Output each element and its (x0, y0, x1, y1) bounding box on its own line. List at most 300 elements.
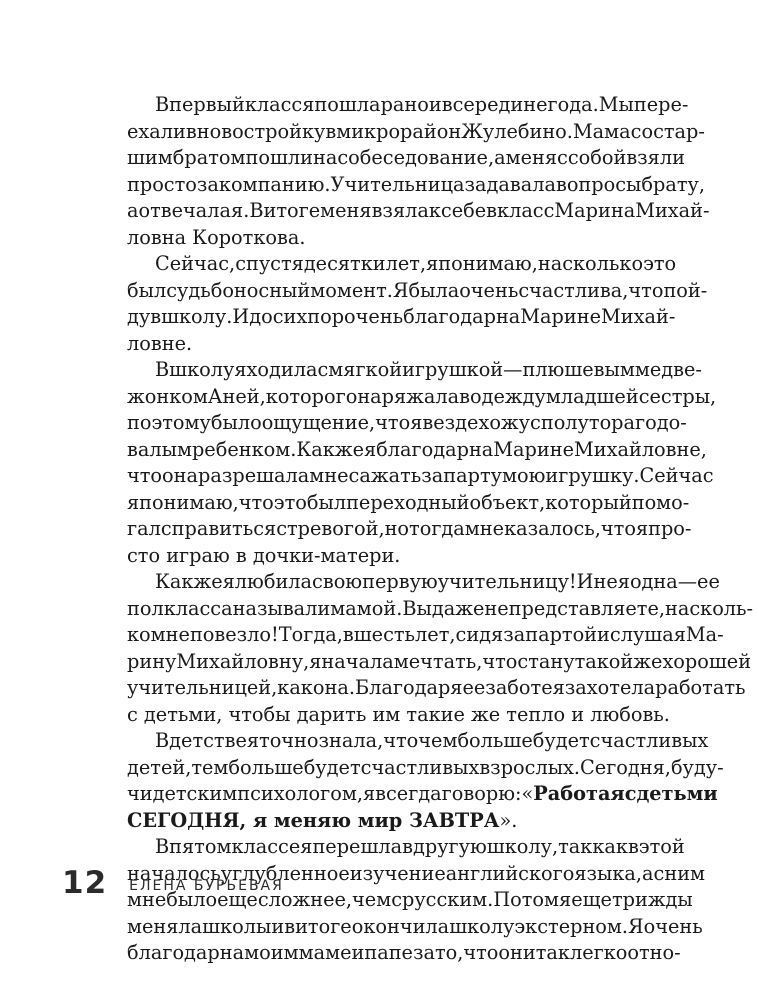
word: плюшевым (522, 358, 635, 381)
word: учительницей, (127, 676, 278, 699)
word: меняла (127, 914, 203, 938)
word: я (364, 437, 377, 461)
word: на (313, 146, 338, 169)
word: чем (352, 888, 392, 911)
word: за (412, 941, 435, 964)
word: собой (567, 146, 627, 169)
word: детским (152, 782, 238, 805)
word: новостройку (196, 119, 326, 143)
word: — (503, 358, 523, 381)
word: с (317, 358, 329, 381)
word: парту (443, 464, 502, 487)
word: итоге (295, 914, 352, 938)
word: ним (664, 861, 706, 885)
word: другую (413, 835, 487, 858)
word: в (342, 623, 354, 646)
word: такой (574, 649, 634, 673)
word: В (155, 729, 170, 752)
word: очень (643, 914, 703, 938)
word: в (150, 305, 162, 328)
word: Учительница (330, 172, 465, 196)
word: не (484, 596, 509, 620)
text-line (127, 834, 685, 861)
word: за (421, 464, 444, 487)
word: стар- (653, 119, 705, 143)
word: будет (303, 755, 361, 779)
word: заботе (485, 676, 553, 699)
word: рину (127, 649, 177, 673)
word: И (232, 305, 250, 328)
word: маме (298, 941, 352, 964)
word: трижды (611, 888, 693, 911)
word: сестры, (638, 384, 717, 408)
word: отно- (627, 941, 681, 964)
word: гал (127, 517, 161, 540)
word: за (196, 172, 219, 196)
word: пятом (169, 835, 232, 858)
text-line (127, 251, 677, 278)
text-line (127, 940, 681, 967)
text-line (127, 914, 703, 941)
word: чи (127, 782, 153, 805)
author-name: ЕЛЕНА БУРЬЕВАЯ (129, 878, 284, 894)
text-line (127, 278, 708, 305)
paragraph (127, 834, 706, 967)
word: поэтому (127, 411, 211, 434)
word: в (459, 384, 471, 408)
word: компанию. (218, 172, 331, 196)
word: я (302, 93, 315, 116)
word: сажать (348, 464, 422, 487)
word: одна (629, 570, 678, 593)
word: было (166, 888, 218, 911)
word: начала (321, 649, 394, 673)
word: больше (228, 755, 304, 779)
word: за (503, 623, 526, 646)
word: переходный (346, 490, 470, 514)
word: я (426, 252, 439, 275)
word: со (630, 119, 654, 143)
word: я (127, 490, 140, 514)
word: мне (150, 623, 190, 646)
word: Я (392, 278, 409, 302)
word: братом (172, 146, 246, 169)
text-line (127, 145, 685, 172)
word: счастлива, (518, 278, 629, 302)
word: насколько (537, 252, 644, 275)
word: языка, (574, 861, 643, 885)
word: пере- (633, 93, 689, 116)
text-line (127, 649, 752, 676)
word: Мы (598, 93, 634, 116)
word: первый (169, 93, 245, 116)
word: еще (571, 888, 612, 911)
word: полуторагодо- (540, 411, 687, 434)
word: Марина (554, 199, 636, 222)
text-line (127, 172, 705, 199)
word: сидя (455, 623, 504, 646)
word: что (463, 941, 499, 964)
word: лет, (385, 252, 427, 275)
word: Жулебино. (461, 119, 573, 143)
word: Благодаря (354, 676, 463, 699)
word: счастливых (589, 729, 709, 752)
word: всегда (375, 782, 442, 805)
word: судьбоносный (166, 278, 311, 302)
word: еще (217, 888, 258, 911)
word: который (545, 490, 632, 514)
word: школу. (161, 305, 233, 328)
word: будет (532, 729, 590, 752)
word: я (222, 570, 235, 593)
word: момент. (310, 278, 393, 302)
word: понимаю, (438, 252, 538, 275)
word: валым (127, 437, 192, 461)
word: повезло! (189, 623, 279, 646)
word: с (391, 888, 402, 911)
text-line (127, 119, 705, 146)
word: этой (638, 835, 685, 858)
word: мамой. (330, 596, 403, 620)
text-line (127, 490, 690, 517)
text-line (127, 781, 718, 808)
word: углубленное (220, 861, 350, 885)
word: представляете, (508, 596, 665, 620)
word: отвечала (138, 199, 232, 222)
word: про- (648, 517, 692, 540)
word: экстерном. (514, 914, 629, 938)
word: же (193, 570, 223, 593)
word: ее (462, 676, 486, 699)
word: понимаю, (139, 490, 239, 514)
word: Сейчас (639, 464, 714, 487)
word: больше (457, 729, 533, 752)
word: даже (431, 596, 485, 620)
word: мечтать, (393, 649, 483, 673)
paragraph (127, 728, 724, 834)
motto-word: детьми (636, 782, 718, 805)
word: как (592, 835, 628, 858)
word: насколь- (665, 596, 754, 620)
word: я (234, 358, 247, 381)
word: был (306, 490, 347, 514)
word: В (155, 93, 170, 116)
word: хожу (478, 411, 531, 434)
word: я (635, 517, 649, 540)
word: школу (169, 358, 235, 381)
word: младшей (545, 384, 639, 408)
word: Михайловну, (176, 649, 310, 673)
word: одежду (470, 384, 546, 408)
word: — (677, 570, 698, 593)
word: детстве (169, 729, 247, 752)
word: было (210, 411, 262, 434)
word: с (557, 146, 568, 169)
word: Сейчас, (155, 252, 236, 275)
word: благодарна (127, 941, 245, 964)
word: медве- (634, 358, 702, 381)
word: но (384, 517, 410, 540)
word: был (127, 278, 167, 302)
word: игрушкой (402, 358, 504, 381)
word: партой (525, 623, 598, 646)
word: я (559, 888, 572, 911)
word: что (383, 729, 419, 752)
word: точно (259, 729, 319, 752)
text-line (127, 410, 687, 437)
word: Михайловне, (574, 437, 707, 461)
word: Я (628, 914, 644, 938)
word: в (627, 835, 639, 858)
word: шесть (353, 623, 416, 646)
text-line (127, 357, 702, 384)
word: слушая (609, 623, 686, 646)
word: В (155, 358, 170, 381)
word: что (628, 278, 664, 302)
word: легко (569, 941, 628, 964)
word: я (309, 649, 322, 673)
word: Марине (520, 305, 601, 328)
word: Аней, (207, 384, 266, 408)
word: благодарна (376, 437, 494, 461)
word: взяла (371, 199, 429, 222)
word: как (277, 676, 313, 699)
word: называли (232, 596, 331, 620)
word: пошла (314, 93, 381, 116)
page-number: 12 (62, 865, 108, 901)
word: я (410, 411, 423, 434)
word: перешла (312, 835, 403, 858)
word: мне (309, 464, 349, 487)
word: школу, (486, 835, 559, 858)
text-line (127, 728, 709, 755)
word: и (428, 93, 442, 116)
text-line (127, 516, 692, 543)
text-line (127, 463, 714, 490)
word: моим (244, 941, 299, 964)
paragraph (127, 92, 710, 251)
word: школы (202, 914, 272, 938)
word: изучение (349, 861, 446, 885)
word: Как (296, 437, 335, 461)
text-line (127, 622, 724, 649)
word: так (535, 941, 570, 964)
word: чем (418, 729, 458, 752)
text-line (127, 675, 746, 702)
word: спустя (235, 252, 304, 275)
word: я (246, 729, 260, 752)
word: же (334, 437, 364, 461)
text-line (127, 755, 724, 782)
word: В (155, 835, 170, 858)
word: Потом (493, 888, 560, 911)
text-line: с детьми, чтобы дарить им такие же тепло и любовь. (127, 702, 670, 726)
word: класс (244, 93, 303, 116)
word: любила (234, 570, 313, 593)
word: тревогой, (287, 517, 385, 540)
word: счастливых (360, 755, 480, 779)
word: помо- (631, 490, 690, 514)
word: не (593, 570, 618, 593)
word: пой- (663, 278, 708, 302)
word: хорошей (662, 649, 752, 673)
word: мягкой (328, 358, 403, 381)
motto-word: «Работая (521, 782, 625, 805)
word: до (249, 305, 273, 328)
word: разрешала (198, 464, 310, 487)
word: классе (231, 835, 301, 858)
word: В (249, 199, 264, 222)
word: буду- (670, 755, 724, 779)
word: что (375, 411, 411, 434)
word: сих (272, 305, 308, 328)
word: тогда (409, 517, 465, 540)
word: года. (547, 93, 599, 116)
word: в (284, 914, 296, 938)
word: жонком (127, 384, 208, 408)
word: задавала (464, 172, 556, 196)
word: середине (452, 93, 548, 116)
word: английского (445, 861, 575, 885)
word: это (643, 252, 677, 275)
word: меня (320, 199, 372, 222)
word: взяли (626, 146, 685, 169)
word: Как (155, 570, 194, 593)
word: десятки (303, 252, 386, 275)
word: учительницу! (437, 570, 577, 593)
word: папе (364, 941, 413, 964)
word: говорю: (441, 782, 522, 805)
word: в (486, 199, 498, 222)
word: ее (697, 570, 720, 593)
word: объект, (469, 490, 546, 514)
word: собеседование, (337, 146, 495, 169)
text-line (127, 384, 717, 411)
word: они (498, 941, 536, 964)
word: пошли (245, 146, 313, 169)
word: Михай- (635, 199, 710, 222)
word: тем (191, 755, 229, 779)
text-line: ловне. (127, 331, 193, 355)
word: я (552, 676, 565, 699)
word: Мама (572, 119, 631, 143)
paragraph (127, 251, 708, 357)
word: я (362, 782, 376, 805)
word: а (642, 861, 654, 885)
word: а (494, 146, 506, 169)
word: лет, (415, 623, 456, 646)
word: ощущение, (261, 411, 376, 434)
word: рано (380, 93, 429, 116)
text-line: сто играю в дочки-матери. (127, 543, 401, 567)
word: Сегодня, (580, 755, 671, 779)
text-line (127, 304, 676, 331)
word: полкласса (127, 596, 233, 620)
word: в (441, 93, 453, 116)
word: что (238, 490, 274, 514)
word: ходила (246, 358, 318, 381)
motto-quote-close: ». (499, 808, 518, 832)
motto-text: СЕГОДНЯ, я меняю мир ЗАВТРА (127, 808, 500, 832)
word: стану (517, 649, 575, 673)
text-line (127, 596, 754, 623)
word: то, (434, 941, 464, 964)
word: Марине (493, 437, 574, 461)
word: сложнее, (257, 888, 353, 911)
word: я. (231, 199, 250, 222)
word: взрослых. (479, 755, 581, 779)
word: везде (422, 411, 479, 434)
word: я (617, 570, 630, 593)
word: игрушку. (545, 464, 640, 487)
word: она. (312, 676, 355, 699)
word: очень (344, 305, 404, 328)
word: и (271, 914, 285, 938)
word: знала, (318, 729, 384, 752)
word: была (408, 278, 460, 302)
word: ребенком. (191, 437, 297, 461)
paragraph (127, 569, 754, 728)
motto-word: с (624, 782, 637, 805)
word: а (127, 199, 139, 222)
text-line (127, 808, 669, 835)
word: школу (449, 914, 515, 938)
word: брату, (641, 172, 705, 196)
word: детей, (127, 755, 192, 779)
word: казалось, (504, 517, 601, 540)
word: которого (265, 384, 358, 408)
word: благодарна (403, 305, 521, 328)
body-text (127, 92, 754, 967)
word: ехали (127, 119, 186, 143)
word: русским. (402, 888, 494, 911)
word: и (597, 623, 610, 646)
word: в (185, 119, 197, 143)
word: окончила (351, 914, 450, 938)
word: Тогда, (278, 623, 343, 646)
text-line (127, 437, 707, 464)
word: очень (459, 278, 519, 302)
text-line (127, 569, 720, 596)
word: захотела (564, 676, 656, 699)
word: так (558, 835, 593, 858)
word: меня (505, 146, 558, 169)
word: справиться (160, 517, 277, 540)
word: ко (127, 623, 151, 646)
word: просто (127, 172, 197, 196)
word: мне (464, 517, 505, 540)
word: в (325, 119, 337, 143)
word: психологом, (237, 782, 363, 805)
word: это (273, 490, 307, 514)
word: первую (362, 570, 438, 593)
text-line (127, 198, 710, 225)
word: началось (127, 861, 221, 885)
word: мне (127, 888, 167, 911)
word: что (600, 517, 636, 540)
word: класс (497, 199, 555, 222)
text-line (127, 92, 689, 119)
word: И (576, 570, 594, 593)
word: с (653, 861, 665, 885)
word: Вы (402, 596, 432, 620)
word: к (428, 199, 441, 222)
word: пор (307, 305, 345, 328)
word: итоге (263, 199, 321, 222)
word: себе (440, 199, 487, 222)
word: Ма- (685, 623, 724, 646)
word: шим (127, 146, 173, 169)
